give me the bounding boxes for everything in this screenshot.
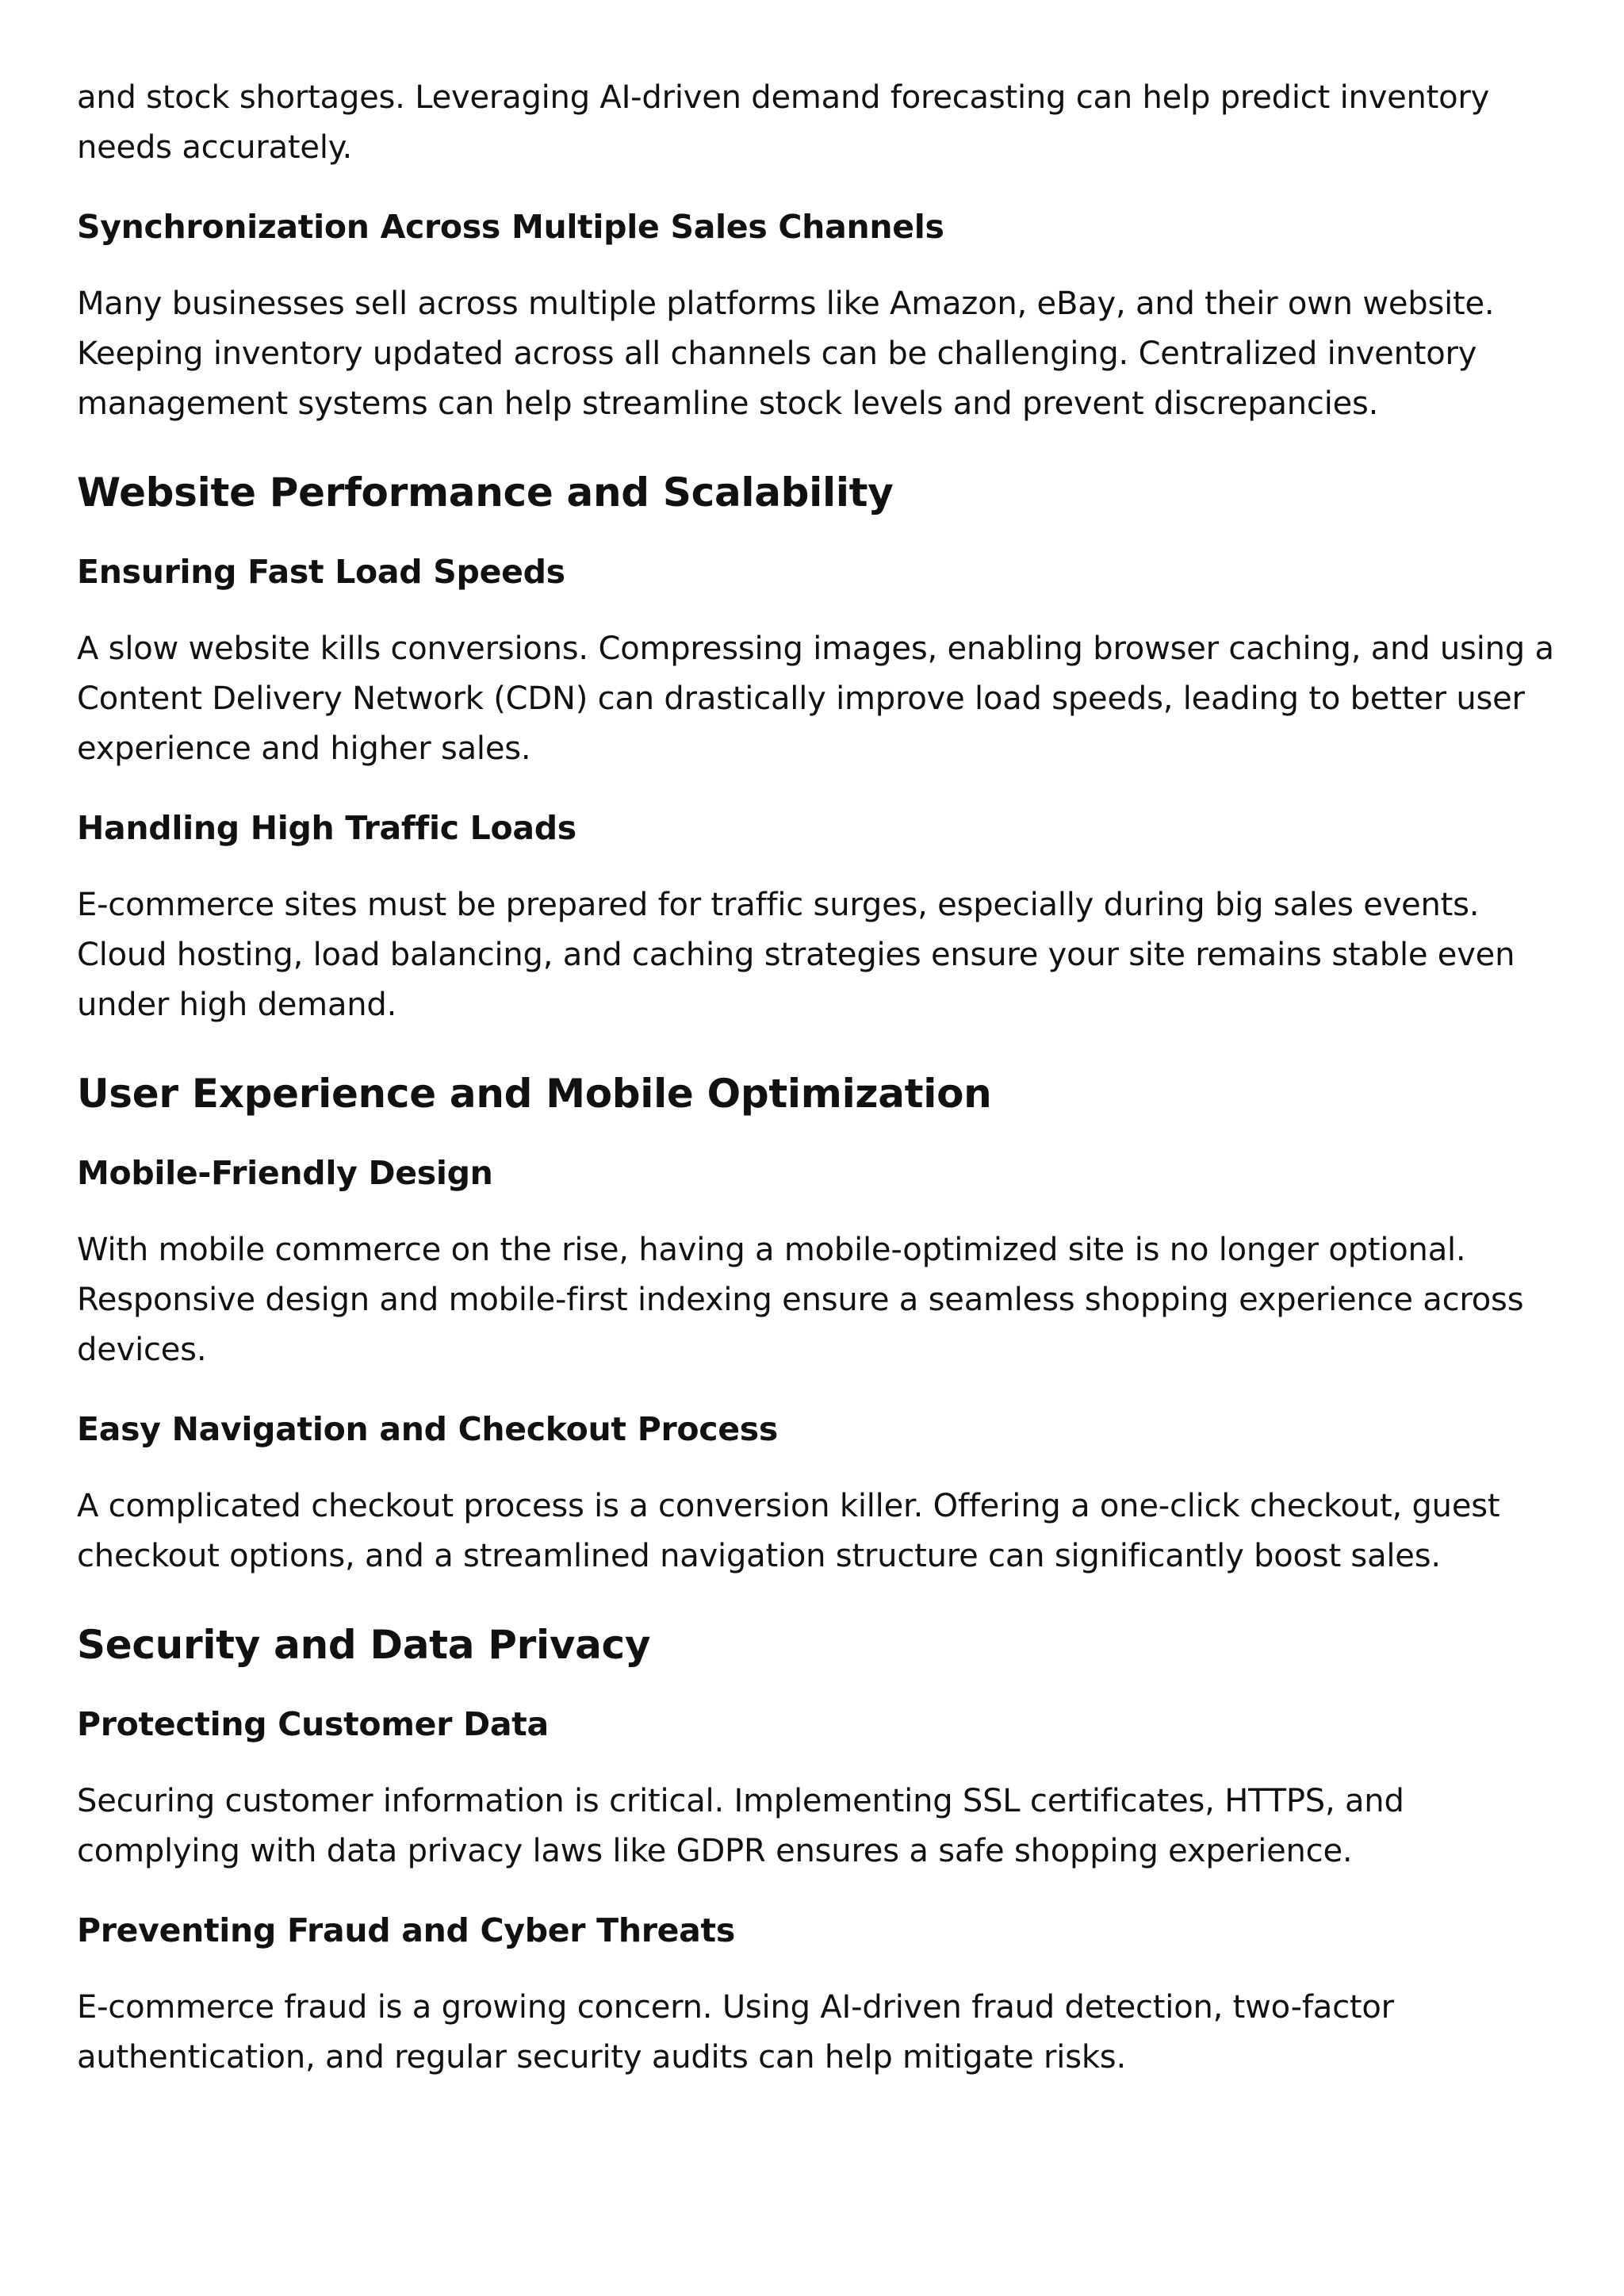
checkout-paragraph: A complicated checkout process is a conversion killer. Offering a one-click checkout, guest checkout options, and a streamlined navigation structure can significantly boost sales.	[77, 1488, 1500, 1574]
traffic-heading: Handling High Traffic Loads	[77, 809, 576, 847]
intro-paragraph: and stock shortages. Leveraging AI-driven demand forecasting can help predict inventory needs accurately.	[77, 79, 1490, 166]
customer-data-paragraph: Securing customer information is critical. Implementing SSL certificates, HTTPS, and complying with data privacy laws like GDPR ensures a safe shopping experience.	[77, 1783, 1404, 1869]
checkout-heading: Easy Navigation and Checkout Process	[77, 1410, 778, 1448]
load-speeds-heading: Ensuring Fast Load Speeds	[77, 553, 565, 591]
traffic-paragraph: E-commerce sites must be prepared for traffic surges, especially during big sales events. Cloud hosting, load balancing, and caching strategies ensure your site remains stable even under high demand.	[77, 887, 1515, 1023]
fraud-paragraph: E-commerce fraud is a growing concern. Using AI-driven fraud detection, two-factor authentication, and regular security audits can help mitigate risks.	[77, 1989, 1394, 2076]
mobile-heading: Mobile-Friendly Design	[77, 1154, 493, 1192]
security-section-title: Security and Data Privacy	[77, 1622, 651, 1668]
ux-section-title: User Experience and Mobile Optimization	[77, 1071, 992, 1117]
sync-paragraph: Many businesses sell across multiple platforms like Amazon, eBay, and their own website. Keeping inventory updated across all channels can be challenging. Centralized inventory management systems can help streamline stock levels and prevent discrepancies.	[77, 286, 1495, 422]
sync-heading: Synchronization Across Multiple Sales Channels	[77, 208, 944, 246]
customer-data-heading: Protecting Customer Data	[77, 1705, 549, 1743]
document-page	[77, 73, 1560, 2083]
mobile-paragraph: With mobile commerce on the rise, having a mobile-optimized site is no longer optional. Responsive design and mobile-first indexing ensure a seamless shopping experience across devices.	[77, 1232, 1524, 1368]
load-speeds-paragraph: A slow website kills conversions. Compressing images, enabling browser caching, and using a Content Delivery Network (CDN) can drastically improve load speeds, leading to better user experience and higher sales.	[77, 631, 1554, 767]
performance-section-title: Website Performance and Scalability	[77, 470, 894, 516]
fraud-heading: Preventing Fraud and Cyber Threats	[77, 1911, 735, 1949]
